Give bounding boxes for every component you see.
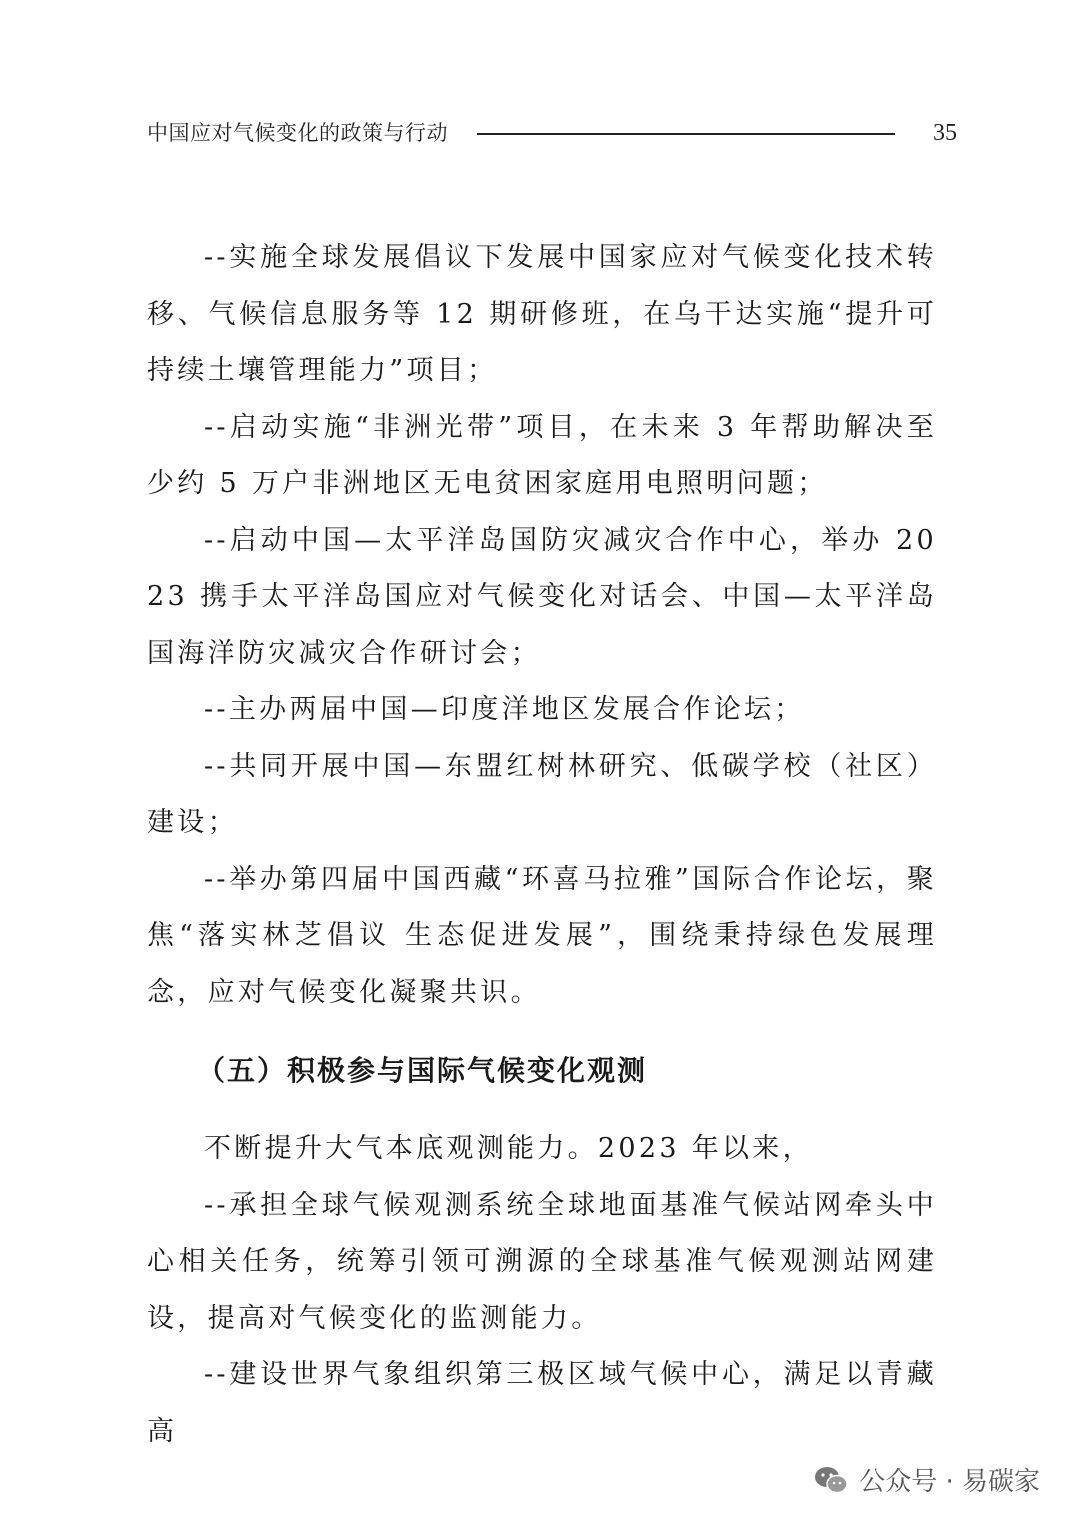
header-rule <box>477 133 895 135</box>
paragraph: --实施全球发展倡议下发展中国家应对气候变化技术转移、气候信息服务等 12 期研修班，在乌干达实施“提升可持续土壤管理能力”项目； <box>147 242 937 386</box>
watermark-text: 公众号 · 易碳家 <box>859 1467 1040 1497</box>
page-header <box>147 116 962 150</box>
wechat-icon <box>813 1465 849 1495</box>
paragraph: --启动中国—太平洋岛国防灾减灾合作中心，举办 2023 携手太平洋岛国应对气候变化对话会、中国—太平洋岛国海洋防灾减灾合作研讨会； <box>147 524 937 669</box>
running-title: 中国应对气候变化的政策与行动 <box>147 121 448 145</box>
paragraph: --共同开展中国—东盟红树林研究、低碳学校（社区）建设； <box>147 750 937 838</box>
body-text <box>147 230 937 1460</box>
paragraph: --建设世界气象组织第三极区域气候中心，满足以青藏高 <box>147 1359 937 1447</box>
page-number: 35 <box>933 120 957 146</box>
paragraph: 不断提升大气本底观测能力。2023 年以来， <box>204 1133 813 1164</box>
paragraph: --承担全球气候观测系统全球地面基准气候站网牵头中心相关任务，统筹引领可溯源的全球基准气候观测站网建设，提高对气候变化的监测能力。 <box>147 1189 937 1334</box>
section-heading: （五）积极参与国际气候变化观测 <box>197 1054 648 1087</box>
paragraph: --主办两届中国—印度洋地区发展合作论坛； <box>204 694 805 725</box>
paragraph: --举办第四届中国西藏“环喜马拉雅”国际合作论坛，聚焦“落实林芝倡议 生态促进发展”，围绕秉持绿色发展理念，应对气候变化凝聚共识。 <box>147 863 937 1008</box>
watermark <box>813 1461 1040 1498</box>
paragraph: --启动实施“非洲光带”项目，在未来 3 年帮助解决至少约 5 万户非洲地区无电贫困家庭用电照明问题； <box>147 411 937 499</box>
